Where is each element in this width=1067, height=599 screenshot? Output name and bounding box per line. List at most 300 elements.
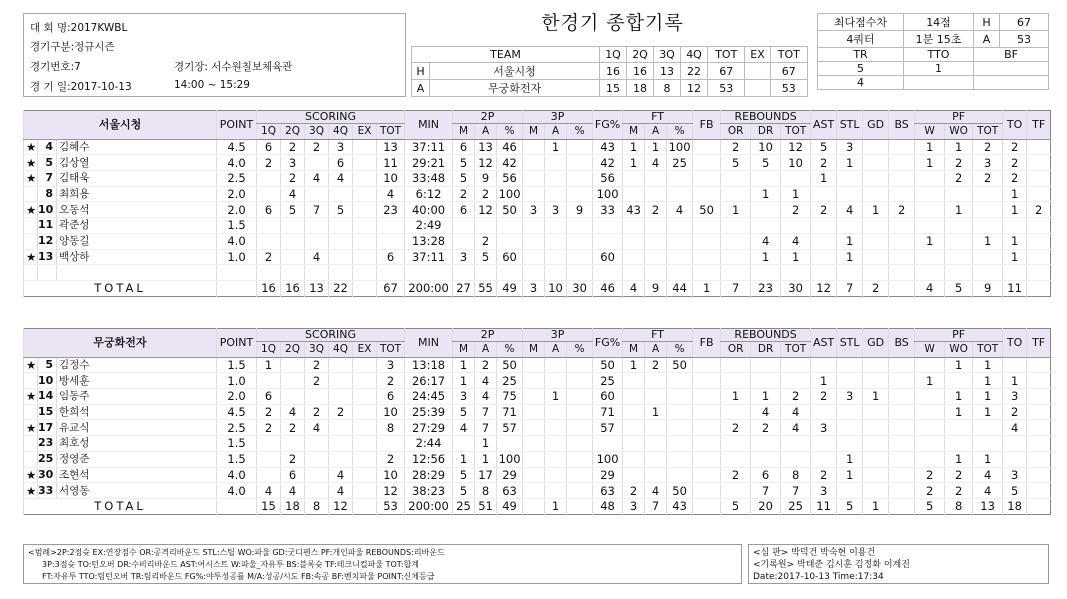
sub-header: M	[623, 124, 645, 140]
stat-cell: 13	[475, 139, 497, 155]
qt-cell	[745, 80, 770, 97]
stat-cell: 2	[377, 373, 405, 389]
record-cell: 1분 15초	[904, 31, 974, 48]
stat-cell	[523, 467, 545, 483]
player-number: 12	[38, 233, 57, 249]
stat-cell	[329, 420, 353, 436]
record-cell: 5	[818, 62, 904, 76]
stat-cell	[545, 186, 567, 202]
qt-header: TEAM	[412, 47, 600, 63]
stat-cell	[645, 436, 667, 452]
stat-cell: 60	[593, 389, 623, 405]
stat-cell: 43	[593, 139, 623, 155]
player-number: 13	[38, 249, 57, 265]
stat-cell: 2	[751, 420, 781, 436]
stat-cell: 23	[377, 202, 405, 218]
total-cell: 53	[377, 498, 405, 514]
stat-cell	[693, 171, 721, 187]
stat-cell	[645, 467, 667, 483]
qt-cell: 22	[681, 63, 708, 80]
stat-cell	[721, 233, 751, 249]
qt-header: 3Q	[654, 47, 681, 63]
stat-cell: 3	[811, 483, 837, 499]
stat-cell: 2	[945, 155, 973, 171]
stat-cell	[889, 373, 915, 389]
player-row	[24, 265, 1051, 281]
stat-cell	[889, 233, 915, 249]
stat-cell: 10	[377, 467, 405, 483]
sub-header: 2Q	[281, 342, 305, 358]
stat-cell: 2	[257, 249, 281, 265]
stat-cell	[811, 265, 837, 281]
record-cell	[974, 76, 1049, 90]
sub-header: 1Q	[257, 124, 281, 140]
stat-cell	[837, 436, 863, 452]
stat-cell	[567, 483, 593, 499]
stat-cell	[623, 467, 645, 483]
sub-header: DR	[751, 124, 781, 140]
stat-cell	[667, 467, 693, 483]
stat-cell	[1027, 233, 1051, 249]
stat-cell	[667, 451, 693, 467]
stat-cell	[545, 265, 567, 281]
stat-cell: 5	[453, 483, 475, 499]
stat-cell	[1027, 467, 1051, 483]
stat-cell	[863, 265, 889, 281]
stat-cell	[305, 218, 329, 234]
stat-cell: 1	[915, 155, 945, 171]
recorders: <기록원> 박태준 김시훈 김정화 이계진	[753, 560, 910, 570]
stat-cell	[329, 357, 353, 373]
stat-cell: 4	[329, 467, 353, 483]
stat-cell	[945, 420, 973, 436]
stat-cell	[889, 155, 915, 171]
stat-cell	[545, 483, 567, 499]
sub-header: 3Q	[305, 342, 329, 358]
stat-cell: 1	[545, 139, 567, 155]
stat-cell	[545, 155, 567, 171]
record-row	[818, 76, 1049, 90]
stat-cell: 100	[593, 451, 623, 467]
stat-cell: 1	[645, 139, 667, 155]
player-row	[24, 186, 1051, 202]
stat-cell: 2	[257, 404, 281, 420]
stat-cell	[837, 265, 863, 281]
stat-cell: 1.5	[217, 357, 257, 373]
stat-cell	[567, 139, 593, 155]
starter-mark	[24, 265, 38, 281]
stat-cell: 3	[1003, 389, 1027, 405]
stat-cell: 8	[377, 420, 405, 436]
stat-cell: 4	[281, 186, 305, 202]
stat-cell: 42	[497, 155, 523, 171]
stat-cell: 7	[475, 404, 497, 420]
total-cell: 1	[545, 498, 567, 514]
stat-cell	[973, 420, 1003, 436]
stat-cell: 2	[645, 357, 667, 373]
stat-cell: 27:29	[405, 420, 453, 436]
stat-cell	[721, 186, 751, 202]
stat-cell	[305, 233, 329, 249]
stat-cell	[305, 483, 329, 499]
col-header: TF	[1027, 111, 1051, 140]
stat-cell: 57	[593, 420, 623, 436]
stat-cell: 1	[837, 451, 863, 467]
col-header: FT	[623, 111, 693, 124]
stat-cell	[693, 404, 721, 420]
stat-cell: 6	[377, 249, 405, 265]
stat-cell: 4.0	[217, 467, 257, 483]
stat-cell	[781, 171, 811, 187]
stat-cell: 2	[257, 155, 281, 171]
stat-cell: 1	[915, 233, 945, 249]
stat-cell	[863, 467, 889, 483]
stat-cell: 1	[973, 404, 1003, 420]
stat-cell: 5	[453, 467, 475, 483]
total-cell: 18	[281, 498, 305, 514]
player-name: 곽준성	[57, 218, 217, 234]
stat-cell	[475, 265, 497, 281]
total-cell: 2	[863, 280, 889, 296]
stat-cell	[217, 265, 257, 281]
stat-cell: 10	[781, 155, 811, 171]
player-name: 임동주	[57, 389, 217, 405]
stat-cell	[1027, 249, 1051, 265]
stat-cell: 2	[721, 420, 751, 436]
stat-cell: 2	[721, 467, 751, 483]
player-number: 17	[38, 420, 57, 436]
stat-cell: 4	[257, 483, 281, 499]
total-row	[24, 280, 1051, 296]
stat-cell	[475, 218, 497, 234]
stat-cell	[523, 404, 545, 420]
stat-cell	[523, 233, 545, 249]
record-row	[818, 62, 1049, 76]
starter-mark: ★	[24, 155, 38, 171]
stat-cell	[305, 265, 329, 281]
stat-cell	[811, 357, 837, 373]
stat-cell: 50	[693, 202, 721, 218]
col-header: AST	[811, 329, 837, 358]
player-row	[24, 249, 1051, 265]
total-cell: 25	[453, 498, 475, 514]
stat-cell	[645, 186, 667, 202]
record-cell: BF	[974, 48, 1049, 62]
record-cell: 53	[1000, 31, 1049, 48]
total-cell: 12	[329, 498, 353, 514]
stat-cell: 1	[721, 202, 751, 218]
stat-cell	[693, 186, 721, 202]
sub-header: OR	[721, 342, 751, 358]
quarter-score-table	[411, 46, 808, 97]
stat-cell	[811, 233, 837, 249]
col-header: 3P	[523, 111, 593, 124]
stat-cell: 100	[667, 139, 693, 155]
stat-cell	[915, 357, 945, 373]
stat-cell	[667, 186, 693, 202]
stat-cell: 100	[497, 186, 523, 202]
player-row	[24, 467, 1051, 483]
stat-cell	[751, 202, 781, 218]
player-name: 유교식	[57, 420, 217, 436]
stat-cell	[945, 265, 973, 281]
stat-cell: 1	[863, 202, 889, 218]
quarter-header-row	[412, 47, 808, 63]
stat-cell	[837, 218, 863, 234]
stat-cell	[667, 249, 693, 265]
stat-cell	[523, 218, 545, 234]
stat-cell	[837, 404, 863, 420]
stat-cell: 1	[945, 139, 973, 155]
stat-cell	[1027, 420, 1051, 436]
total-cell: 27	[453, 280, 475, 296]
player-number: 25	[38, 451, 57, 467]
sub-header: M	[453, 124, 475, 140]
stat-cell	[863, 171, 889, 187]
record-row	[818, 48, 1049, 62]
player-row	[24, 218, 1051, 234]
player-number: 5	[38, 155, 57, 171]
stat-cell	[667, 420, 693, 436]
total-cell: 55	[475, 280, 497, 296]
stat-cell: 6:12	[405, 186, 453, 202]
stat-cell	[645, 233, 667, 249]
stat-cell	[945, 249, 973, 265]
stat-cell	[645, 389, 667, 405]
qt-cell: A	[412, 80, 430, 97]
stat-cell: 9	[567, 202, 593, 218]
quarter-row-away	[412, 80, 808, 97]
stat-cell	[623, 249, 645, 265]
col-header: SCORING	[257, 111, 405, 124]
stat-cell	[667, 389, 693, 405]
sub-header: WO	[945, 124, 973, 140]
stat-cell: 50	[497, 202, 523, 218]
stat-cell	[837, 420, 863, 436]
total-cell	[889, 280, 915, 296]
stat-cell	[693, 467, 721, 483]
stat-cell	[545, 373, 567, 389]
col-header: TF	[1027, 329, 1051, 358]
stat-cell	[623, 265, 645, 281]
stat-cell	[329, 451, 353, 467]
stat-cell: 4	[475, 389, 497, 405]
stat-cell: 50	[667, 357, 693, 373]
stat-cell	[353, 171, 377, 187]
stat-cell: 1	[915, 139, 945, 155]
stat-cell: 1	[257, 357, 281, 373]
stat-cell	[693, 357, 721, 373]
stat-cell: 1	[453, 357, 475, 373]
stat-cell	[889, 186, 915, 202]
total-cell: 4	[623, 280, 645, 296]
stat-cell	[811, 249, 837, 265]
stat-cell	[281, 249, 305, 265]
stat-cell	[545, 420, 567, 436]
stat-cell	[837, 373, 863, 389]
stat-cell: 1	[811, 171, 837, 187]
total-cell: 30	[567, 280, 593, 296]
stat-cell: 71	[497, 404, 523, 420]
stat-cell	[1003, 451, 1027, 467]
stat-cell	[353, 451, 377, 467]
stat-cell: 29	[497, 467, 523, 483]
stat-cell	[523, 186, 545, 202]
stat-cell: 1	[945, 389, 973, 405]
col-header: FG%	[593, 111, 623, 140]
stat-cell	[693, 483, 721, 499]
sub-header: %	[497, 342, 523, 358]
stat-cell	[329, 265, 353, 281]
stat-cell	[567, 436, 593, 452]
stat-cell: 4.0	[217, 233, 257, 249]
stat-cell: 3	[453, 389, 475, 405]
stat-cell	[377, 265, 405, 281]
starter-mark	[24, 404, 38, 420]
quarter-row-home	[412, 63, 808, 80]
stat-cell	[497, 436, 523, 452]
stat-cell	[567, 451, 593, 467]
sub-header: %	[667, 124, 693, 140]
stat-cell	[305, 451, 329, 467]
stat-cell	[721, 249, 751, 265]
stat-cell	[863, 436, 889, 452]
total-cell: 13	[305, 280, 329, 296]
qt-cell: 67	[770, 63, 807, 80]
stat-cell	[623, 404, 645, 420]
stat-cell: 9	[475, 171, 497, 187]
stat-cell	[863, 233, 889, 249]
player-name: 방세훈	[57, 373, 217, 389]
player-row	[24, 171, 1051, 187]
stat-cell: 5	[329, 202, 353, 218]
col-header: FG%	[593, 329, 623, 358]
stat-cell	[623, 218, 645, 234]
total-cell: 7	[837, 280, 863, 296]
stat-cell: 4.0	[217, 483, 257, 499]
stat-cell: 12:56	[405, 451, 453, 467]
stat-cell: 2	[645, 202, 667, 218]
stat-cell	[523, 155, 545, 171]
stat-cell	[257, 218, 281, 234]
stat-cell: 33:48	[405, 171, 453, 187]
stat-cell	[1003, 265, 1027, 281]
col-header: POINT	[217, 111, 257, 140]
total-cell: 5	[837, 498, 863, 514]
stat-cell: 2	[973, 139, 1003, 155]
page-title: 한경기 종합기록	[541, 12, 684, 34]
stat-cell	[889, 389, 915, 405]
total-cell: 46	[593, 280, 623, 296]
stat-cell: 25	[497, 373, 523, 389]
total-cell: 49	[497, 498, 523, 514]
stat-cell: 1	[945, 404, 973, 420]
stat-cell: 1	[837, 249, 863, 265]
stat-cell: 4	[781, 420, 811, 436]
stat-cell	[305, 155, 329, 171]
stat-cell: 5	[453, 404, 475, 420]
stat-cell: 28:29	[405, 467, 453, 483]
stat-cell: 4	[329, 171, 353, 187]
total-cell: 51	[475, 498, 497, 514]
col-header: TO	[1003, 111, 1027, 140]
stat-cell	[567, 249, 593, 265]
stat-cell: 24:45	[405, 389, 453, 405]
stat-cell: 4	[281, 404, 305, 420]
stat-cell	[523, 389, 545, 405]
stat-cell	[329, 389, 353, 405]
stat-cell: 1	[453, 373, 475, 389]
stat-cell	[593, 436, 623, 452]
stat-cell: 1	[837, 155, 863, 171]
stat-cell: 6	[751, 467, 781, 483]
sub-header: M	[453, 342, 475, 358]
total-cell: 8	[305, 498, 329, 514]
game-date: 경 기 일:2017-10-13	[30, 81, 132, 93]
stat-cell: 1	[751, 186, 781, 202]
stat-cell: 13:28	[405, 233, 453, 249]
stat-cell	[593, 233, 623, 249]
stat-cell	[377, 436, 405, 452]
stat-cell	[721, 436, 751, 452]
legend-line: 3P:3점슛 TO:턴오버 DR:수비리바운드 AST:어시스트 W:파울_자유투 BS:블록슛 TF:테크니컬파울 TOT:합계	[42, 560, 419, 569]
stat-cell: 5	[453, 155, 475, 171]
stat-cell	[667, 373, 693, 389]
stat-cell: 4	[645, 483, 667, 499]
stat-cell: 4	[751, 404, 781, 420]
stat-cell	[889, 357, 915, 373]
legend-box	[23, 544, 742, 584]
starter-mark: ★	[24, 420, 38, 436]
stat-cell: 10	[377, 171, 405, 187]
stat-cell: 1	[623, 357, 645, 373]
stat-cell	[889, 171, 915, 187]
stat-cell: 2	[453, 186, 475, 202]
col-header: STL	[837, 329, 863, 358]
sub-header: TOT	[781, 342, 811, 358]
player-row	[24, 233, 1051, 249]
stat-cell	[353, 139, 377, 155]
stat-cell: 2	[915, 467, 945, 483]
stat-cell	[567, 373, 593, 389]
header-row	[24, 329, 1051, 342]
stat-cell	[281, 436, 305, 452]
total-cell: 15	[257, 498, 281, 514]
stat-cell: 1	[837, 233, 863, 249]
stat-cell: 5	[281, 202, 305, 218]
stat-cell: 6	[257, 139, 281, 155]
stat-cell: 4.0	[217, 155, 257, 171]
total-cell	[523, 498, 545, 514]
sub-header: A	[545, 342, 567, 358]
stat-cell	[567, 404, 593, 420]
stat-cell: 5	[475, 249, 497, 265]
stat-cell	[523, 420, 545, 436]
stat-cell	[567, 467, 593, 483]
stat-cell: 2	[475, 233, 497, 249]
col-header: BS	[889, 329, 915, 358]
stat-cell	[721, 265, 751, 281]
stat-cell: 1	[623, 155, 645, 171]
stat-cell	[523, 436, 545, 452]
stat-cell	[545, 218, 567, 234]
stat-cell: 2	[811, 155, 837, 171]
sub-header: 1Q	[257, 342, 281, 358]
stat-cell	[973, 265, 1003, 281]
stat-cell	[305, 436, 329, 452]
stat-cell	[781, 436, 811, 452]
stat-cell	[863, 404, 889, 420]
